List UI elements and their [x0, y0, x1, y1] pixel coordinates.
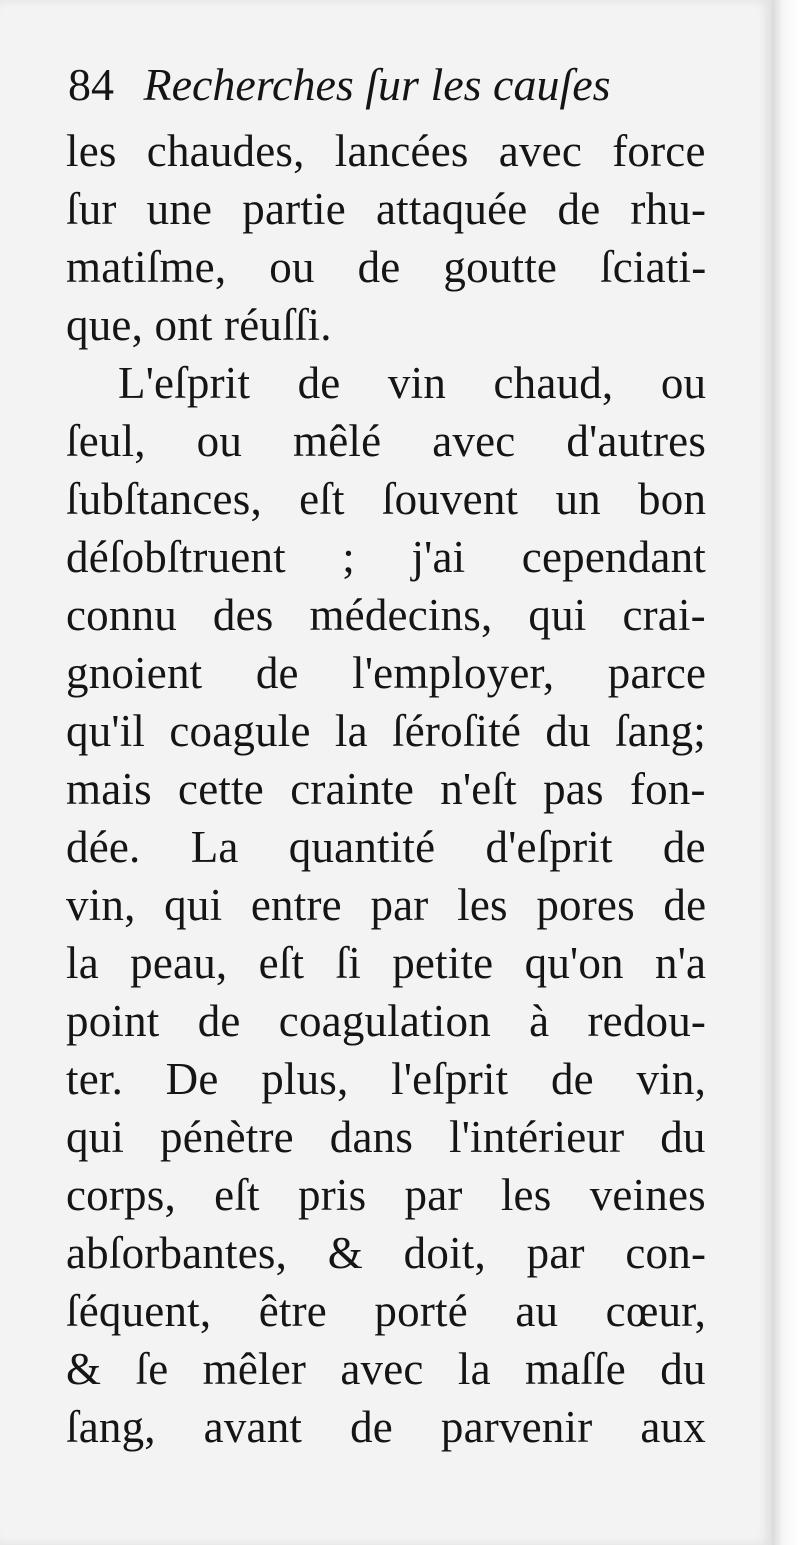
- page-edge: [772, 0, 800, 1545]
- running-header: [68, 58, 708, 118]
- text-line: ſeul, ou mêlé avec d'autres: [66, 416, 707, 466]
- text-line: matiſme, ou de goutte ſciati-: [66, 242, 707, 292]
- text-line: gnoient de l'employer, parce: [66, 648, 707, 698]
- text-line: ſang, avant de parvenir aux: [66, 1402, 706, 1452]
- page-number: 84: [68, 59, 114, 110]
- body-text: [66, 122, 706, 1456]
- text-line: point de coagulation à redou-: [66, 996, 707, 1046]
- text-line: la peau, eſt ſi petite qu'on n'a: [66, 938, 707, 988]
- text-line: ſéquent, être porté au cœur,: [66, 1286, 707, 1336]
- text-line: les chaudes, lancées avec force: [66, 126, 706, 176]
- text-line: mais cette crainte n'eſt pas fon-: [66, 764, 706, 814]
- text-line: ter. De plus, l'eſprit de vin,: [66, 1054, 707, 1104]
- text-line: ſur une partie attaquée de rhu-: [66, 184, 707, 234]
- text-line: corps, eſt pris par les veines: [66, 1170, 706, 1220]
- text-line: L'eſprit de vin chaud, ou: [118, 358, 707, 408]
- text-line: abſorbantes, & doit, par con-: [66, 1228, 707, 1278]
- text-line: ſubſtances, eſt ſouvent un bon: [66, 474, 707, 524]
- text-line: qu'il coagule la ſéroſité du ſang;: [66, 706, 706, 756]
- text-line: connu des médecins, qui crai-: [66, 590, 706, 640]
- running-title: Recherches ſur les cauſes: [143, 59, 611, 110]
- text-line: & ſe mêler avec la maſſe du: [66, 1344, 706, 1394]
- text-line: qui pénètre dans l'intérieur du: [66, 1112, 706, 1162]
- text-line: dée. La quantité d'eſprit de: [66, 822, 706, 872]
- text-line: que, ont réuſſi.: [66, 300, 332, 350]
- text-line: vin, qui entre par les pores de: [66, 880, 707, 930]
- text-line: déſobſtruent ; j'ai cependant: [66, 532, 706, 582]
